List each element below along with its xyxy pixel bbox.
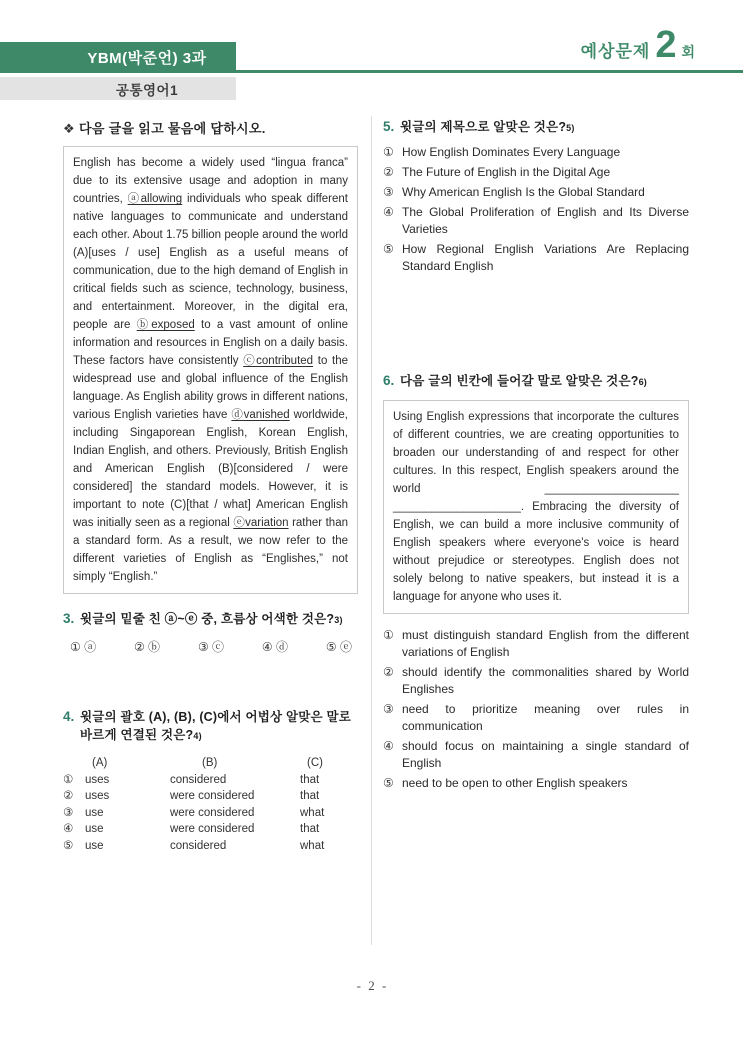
table-row bbox=[63, 788, 358, 805]
option-marker: ② bbox=[383, 665, 394, 679]
cell-c: what bbox=[300, 806, 325, 819]
option-marker: ① bbox=[383, 145, 394, 159]
question-3-option-5: ⑤ ⓔ bbox=[325, 640, 352, 654]
right-column bbox=[383, 118, 689, 795]
table-row bbox=[63, 772, 358, 789]
cell-c: that bbox=[300, 790, 320, 802]
table-header-row bbox=[63, 755, 358, 772]
cell-a: use bbox=[85, 806, 104, 819]
cell-b: were considered bbox=[170, 823, 255, 835]
passage-segment: English has become a widely used “lingua franca” due to its extensive usage and adoption in many countries, bbox=[73, 157, 348, 205]
question-5-option-5 bbox=[383, 241, 689, 275]
question-5-text-body: 윗글의 제목으로 알맞은 것은? bbox=[400, 120, 567, 134]
exam-label: 예상문제 bbox=[580, 42, 651, 61]
row-marker: ② bbox=[63, 790, 74, 802]
row-marker: ① bbox=[63, 773, 74, 786]
question-6-option-1 bbox=[383, 627, 689, 661]
diamond-bullet-icon: ❖ bbox=[63, 121, 75, 136]
subject-bar bbox=[0, 77, 236, 100]
cell-a: uses bbox=[85, 790, 110, 802]
option-text: should identify the commonalities shared by World Englishes bbox=[402, 665, 689, 696]
unit-title: YBM(박준언) 3과 bbox=[87, 50, 207, 67]
question-4-answer-table bbox=[63, 755, 358, 854]
question-4-text-body: 윗글의 괄호 (A), (B), (C)에서 어법상 알맞은 말로 바르게 연결된 것은? bbox=[80, 710, 352, 742]
cell-b: considered bbox=[170, 839, 227, 852]
question-4-text bbox=[80, 708, 358, 745]
header-spacer bbox=[63, 755, 85, 772]
passage-segment: to a vast amount of online information and resources in English on a daily basis. These factors have consistently bbox=[73, 319, 349, 367]
passage-2-text: Using English expressions that incorporate the cultures of different countries, we are creating opportunities to broaden our understanding of and respect for other cultures. In this respect, English speakers around the world _____________________ ____________________. Embracing the diversity of English, we can build a more inclusive community of English speakers where everyone's voice is heard without prejudice or stereotypes. English does not solely belong to native speakers, but instead it is a language for anyone who uses it. bbox=[393, 411, 679, 603]
underlined-word-d: ⓓvanished bbox=[231, 409, 290, 421]
row-marker: ⑤ bbox=[63, 839, 74, 852]
question-5-number: 5. bbox=[383, 119, 395, 134]
row-marker: ④ bbox=[63, 823, 74, 835]
question-6-footnote: 6) bbox=[638, 377, 647, 387]
question-6-option-5 bbox=[383, 775, 689, 792]
page-footer bbox=[0, 978, 743, 994]
option-marker: ③ bbox=[383, 185, 394, 199]
cell-a: uses bbox=[85, 773, 110, 786]
question-6-number: 6. bbox=[383, 373, 395, 388]
question-6 bbox=[383, 372, 689, 792]
question-5-head bbox=[383, 118, 689, 137]
question-3-text bbox=[80, 610, 358, 629]
column-divider bbox=[371, 116, 372, 945]
question-3 bbox=[63, 610, 358, 655]
option-marker: ④ bbox=[383, 205, 394, 219]
question-5-option-4 bbox=[383, 204, 689, 238]
question-4-number: 4. bbox=[63, 709, 75, 724]
cell-b: were considered bbox=[170, 806, 255, 819]
exam-round-unit: 회 bbox=[681, 44, 695, 60]
reading-instruction bbox=[63, 118, 358, 137]
option-marker: ③ bbox=[383, 702, 394, 716]
exam-title bbox=[581, 26, 695, 64]
question-5-footnote: 5) bbox=[566, 123, 575, 133]
question-3-head bbox=[63, 610, 358, 629]
option-text: The Global Proliferation of English and Its Diverse Varieties bbox=[402, 205, 689, 236]
passage-segment: worldwide, including Singaporean English, Korean English, Indian English, and others. Previously, British English and American English (B)[considered / were considered] the standard models. However, it is important to note (C)[that / what] American English was initially seen as a regional bbox=[73, 409, 348, 529]
column-header-c: (C) bbox=[307, 757, 323, 769]
question-6-option-4 bbox=[383, 738, 689, 772]
underlined-word-e: ⓔvariation bbox=[233, 517, 289, 529]
option-text: need to be open to other English speakers bbox=[402, 776, 628, 790]
option-text: How Regional English Variations Are Replacing Standard English bbox=[402, 242, 689, 273]
option-marker: ① bbox=[383, 628, 394, 642]
left-column bbox=[63, 118, 358, 854]
cell-c: that bbox=[300, 773, 320, 786]
option-text: The Future of English in the Digital Age bbox=[402, 165, 611, 179]
question-5 bbox=[383, 118, 689, 275]
exam-round-number: 2 bbox=[655, 24, 677, 66]
cell-c: what bbox=[300, 839, 325, 852]
instruction-text: 다음 글을 읽고 물음에 답하시오. bbox=[78, 121, 266, 136]
cell-c: that bbox=[300, 823, 320, 835]
cell-a: use bbox=[85, 839, 104, 852]
passage-box-1 bbox=[63, 146, 358, 594]
question-5-option-1 bbox=[383, 144, 689, 161]
question-3-options bbox=[63, 638, 358, 655]
question-6-options bbox=[383, 627, 689, 792]
question-4 bbox=[63, 708, 358, 854]
question-3-text-body: 윗글의 밑줄 친 ⓐ~ⓔ 중, 흐름상 어색한 것은? bbox=[80, 612, 335, 626]
passage-segment: to the widespread use and global influence of the English language. As English ability grows in different nations, various English varieties have bbox=[73, 355, 349, 421]
question-3-option-1: ① ⓐ bbox=[70, 640, 97, 654]
option-marker: ⑤ bbox=[383, 242, 394, 256]
cell-b: were considered bbox=[170, 790, 255, 802]
option-marker: ④ bbox=[383, 739, 394, 753]
page-number: - 2 - bbox=[356, 978, 387, 993]
option-text: should focus on maintaining a single standard of English bbox=[402, 739, 689, 770]
question-6-head bbox=[383, 372, 689, 391]
subject-label: 공통영어1 bbox=[115, 82, 179, 98]
question-4-footnote: 4) bbox=[193, 731, 202, 741]
passage-segment: individuals who speak different native languages to communicate and understand each other. About 1.75 billion people around the world (A)[uses / use] English as a useful means of communication, due to the high demand of English in critical fields such as science, technology, business, and entertainment. Moreover, in the digital era, people are bbox=[73, 193, 349, 331]
question-3-option-4: ④ ⓓ bbox=[261, 640, 288, 654]
question-3-option-3: ③ ⓒ bbox=[197, 640, 225, 654]
option-text: How English Dominates Every Language bbox=[402, 145, 621, 159]
question-6-text-body: 다음 글의 빈칸에 들어갈 말로 알맞은 것은? bbox=[400, 374, 639, 388]
question-5-options bbox=[383, 144, 689, 275]
column-header-a: (A) bbox=[92, 757, 108, 769]
table-row bbox=[63, 838, 358, 855]
question-3-footnote: 3) bbox=[334, 615, 343, 625]
underlined-word-c: ⓒcontributed bbox=[243, 355, 314, 367]
question-5-option-2 bbox=[383, 164, 689, 181]
cell-b: considered bbox=[170, 773, 227, 786]
question-6-text bbox=[400, 372, 689, 391]
cell-a: use bbox=[85, 823, 104, 835]
question-3-option-2: ② ⓑ bbox=[133, 640, 161, 654]
passage-box-2 bbox=[383, 400, 689, 614]
question-5-option-3 bbox=[383, 184, 689, 201]
option-text: must distinguish standard English from the different variations of English bbox=[402, 628, 689, 659]
option-text: Why American English Is the Global Standard bbox=[402, 185, 645, 199]
underlined-word-a: ⓐallowing bbox=[127, 193, 183, 205]
underlined-word-b: ⓑexposed bbox=[136, 319, 195, 331]
question-6-option-3 bbox=[383, 701, 689, 735]
table-row bbox=[63, 805, 358, 822]
table-row bbox=[63, 821, 358, 838]
question-5-text bbox=[400, 118, 689, 137]
option-marker: ⑤ bbox=[383, 776, 394, 790]
option-marker: ② bbox=[383, 165, 394, 179]
unit-title-bar bbox=[0, 42, 236, 73]
row-marker: ③ bbox=[63, 806, 74, 819]
question-3-number: 3. bbox=[63, 611, 75, 626]
passage-segment: rather than a standard form. As a result, we now refer to the different varieties of English as “Englishes,” not simply “English.” bbox=[73, 517, 348, 583]
question-6-option-2 bbox=[383, 664, 689, 698]
question-4-head bbox=[63, 708, 358, 745]
column-header-b: (B) bbox=[202, 757, 218, 769]
option-text: need to prioritize meaning over rules in communication bbox=[402, 702, 689, 733]
